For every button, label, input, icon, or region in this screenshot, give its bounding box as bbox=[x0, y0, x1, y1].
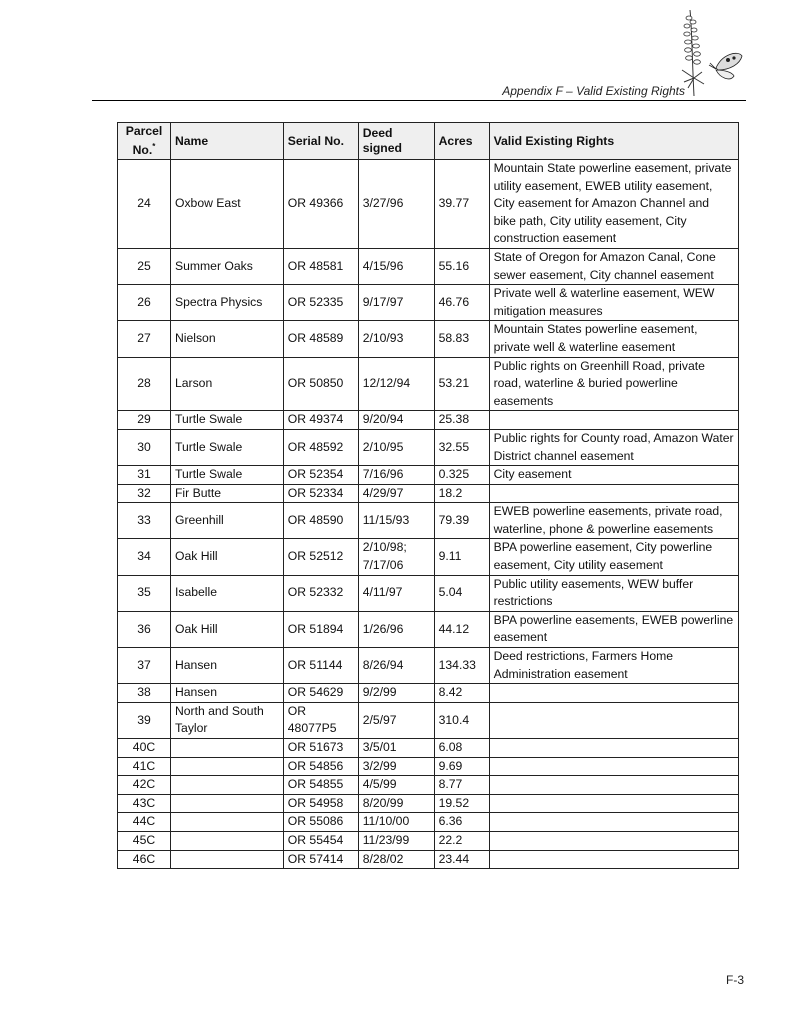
table-row bbox=[118, 850, 739, 869]
cell-acres: 134.33 bbox=[434, 648, 489, 684]
cell-deed: 11/15/93 bbox=[358, 503, 434, 539]
cell-name bbox=[170, 813, 283, 832]
cell-parcel: 39 bbox=[118, 702, 171, 738]
cell-parcel: 24 bbox=[118, 160, 171, 249]
cell-rights: Private well & waterline easement, WEW mitigation measures bbox=[489, 285, 738, 321]
valid-existing-rights-table bbox=[117, 122, 739, 869]
cell-deed: 2/10/98; 7/17/06 bbox=[358, 539, 434, 575]
col-header-name: Name bbox=[170, 123, 283, 160]
table-row bbox=[118, 285, 739, 321]
cell-rights: BPA powerline easement, City powerline easement, City utility easement bbox=[489, 539, 738, 575]
cell-deed: 12/12/94 bbox=[358, 357, 434, 411]
cell-serial: OR 52354 bbox=[283, 466, 358, 485]
cell-acres: 44.12 bbox=[434, 611, 489, 647]
table-row bbox=[118, 702, 739, 738]
header-divider bbox=[92, 100, 746, 101]
cell-parcel: 36 bbox=[118, 611, 171, 647]
cell-serial: OR 57414 bbox=[283, 850, 358, 869]
cell-name: Spectra Physics bbox=[170, 285, 283, 321]
cell-acres: 22.2 bbox=[434, 831, 489, 850]
cell-deed: 11/23/99 bbox=[358, 831, 434, 850]
cell-deed: 4/5/99 bbox=[358, 776, 434, 795]
cell-rights: State of Oregon for Amazon Canal, Cone sewer easement, City channel easement bbox=[489, 248, 738, 284]
cell-acres: 79.39 bbox=[434, 503, 489, 539]
cell-deed: 9/17/97 bbox=[358, 285, 434, 321]
table-row bbox=[118, 739, 739, 758]
cell-name: Turtle Swale bbox=[170, 429, 283, 465]
cell-parcel: 43C bbox=[118, 794, 171, 813]
cell-name: Hansen bbox=[170, 684, 283, 703]
cell-serial: OR 48592 bbox=[283, 429, 358, 465]
cell-parcel: 30 bbox=[118, 429, 171, 465]
cell-rights bbox=[489, 776, 738, 795]
cell-acres: 0.325 bbox=[434, 466, 489, 485]
cell-deed: 3/5/01 bbox=[358, 739, 434, 758]
cell-name: Oxbow East bbox=[170, 160, 283, 249]
cell-acres: 9.69 bbox=[434, 757, 489, 776]
cell-acres: 6.08 bbox=[434, 739, 489, 758]
cell-deed: 9/20/94 bbox=[358, 411, 434, 430]
cell-rights bbox=[489, 684, 738, 703]
table-row bbox=[118, 484, 739, 503]
cell-parcel: 38 bbox=[118, 684, 171, 703]
col-header-parcel: Parcel No.* bbox=[118, 123, 171, 160]
cell-serial: OR 52512 bbox=[283, 539, 358, 575]
cell-parcel: 27 bbox=[118, 321, 171, 357]
cell-serial: OR 55454 bbox=[283, 831, 358, 850]
cell-name: Larson bbox=[170, 357, 283, 411]
table-header-row bbox=[118, 123, 739, 160]
cell-serial: OR 51673 bbox=[283, 739, 358, 758]
cell-acres: 39.77 bbox=[434, 160, 489, 249]
cell-deed: 4/29/97 bbox=[358, 484, 434, 503]
cell-rights bbox=[489, 702, 738, 738]
cell-acres: 53.21 bbox=[434, 357, 489, 411]
cell-deed: 2/10/95 bbox=[358, 429, 434, 465]
cell-serial: OR 48581 bbox=[283, 248, 358, 284]
cell-deed: 4/11/97 bbox=[358, 575, 434, 611]
col-header-acres: Acres bbox=[434, 123, 489, 160]
cell-serial: OR 49366 bbox=[283, 160, 358, 249]
table-row bbox=[118, 321, 739, 357]
cell-rights bbox=[489, 484, 738, 503]
col-header-serial: Serial No. bbox=[283, 123, 358, 160]
cell-name bbox=[170, 850, 283, 869]
cell-deed: 4/15/96 bbox=[358, 248, 434, 284]
cell-acres: 25.38 bbox=[434, 411, 489, 430]
table-row bbox=[118, 357, 739, 411]
cell-deed: 9/2/99 bbox=[358, 684, 434, 703]
cell-parcel: 40C bbox=[118, 739, 171, 758]
cell-name bbox=[170, 739, 283, 758]
cell-rights: Public rights on Greenhill Road, private road, waterline & buried powerline easements bbox=[489, 357, 738, 411]
lupine-butterfly-logo bbox=[676, 8, 746, 100]
cell-parcel: 34 bbox=[118, 539, 171, 575]
cell-deed: 8/20/99 bbox=[358, 794, 434, 813]
cell-deed: 2/10/93 bbox=[358, 321, 434, 357]
cell-rights bbox=[489, 831, 738, 850]
cell-acres: 19.52 bbox=[434, 794, 489, 813]
cell-acres: 8.77 bbox=[434, 776, 489, 795]
cell-acres: 310.4 bbox=[434, 702, 489, 738]
cell-rights: Deed restrictions, Farmers Home Administration easement bbox=[489, 648, 738, 684]
cell-parcel: 31 bbox=[118, 466, 171, 485]
cell-deed: 1/26/96 bbox=[358, 611, 434, 647]
cell-parcel: 45C bbox=[118, 831, 171, 850]
cell-name: Fir Butte bbox=[170, 484, 283, 503]
table-row bbox=[118, 539, 739, 575]
table-row bbox=[118, 611, 739, 647]
cell-name: Isabelle bbox=[170, 575, 283, 611]
table-row bbox=[118, 757, 739, 776]
table-row bbox=[118, 831, 739, 850]
cell-rights: Public utility easements, WEW buffer restrictions bbox=[489, 575, 738, 611]
table-row bbox=[118, 684, 739, 703]
cell-name: Turtle Swale bbox=[170, 466, 283, 485]
cell-rights bbox=[489, 757, 738, 776]
cell-name: Greenhill bbox=[170, 503, 283, 539]
cell-deed: 7/16/96 bbox=[358, 466, 434, 485]
table-row bbox=[118, 575, 739, 611]
cell-rights: Mountain States powerline easement, private well & waterline easement bbox=[489, 321, 738, 357]
cell-acres: 55.16 bbox=[434, 248, 489, 284]
cell-serial: OR 50850 bbox=[283, 357, 358, 411]
cell-name: North and South Taylor bbox=[170, 702, 283, 738]
cell-deed: 8/26/94 bbox=[358, 648, 434, 684]
cell-rights: EWEB powerline easements, private road, waterline, phone & powerline easements bbox=[489, 503, 738, 539]
cell-rights bbox=[489, 813, 738, 832]
cell-serial: OR 51894 bbox=[283, 611, 358, 647]
cell-parcel: 46C bbox=[118, 850, 171, 869]
cell-acres: 9.11 bbox=[434, 539, 489, 575]
cell-parcel: 29 bbox=[118, 411, 171, 430]
table-row bbox=[118, 813, 739, 832]
cell-rights bbox=[489, 411, 738, 430]
cell-parcel: 25 bbox=[118, 248, 171, 284]
cell-parcel: 42C bbox=[118, 776, 171, 795]
cell-deed: 2/5/97 bbox=[358, 702, 434, 738]
table-row bbox=[118, 429, 739, 465]
cell-parcel: 35 bbox=[118, 575, 171, 611]
cell-deed: 11/10/00 bbox=[358, 813, 434, 832]
cell-rights: Public rights for County road, Amazon Water District channel easement bbox=[489, 429, 738, 465]
cell-rights bbox=[489, 850, 738, 869]
cell-parcel: 33 bbox=[118, 503, 171, 539]
cell-name: Nielson bbox=[170, 321, 283, 357]
cell-rights: BPA powerline easements, EWEB powerline easement bbox=[489, 611, 738, 647]
cell-name bbox=[170, 757, 283, 776]
appendix-title: Appendix F – Valid Existing Rights bbox=[502, 84, 685, 98]
cell-serial: OR 55086 bbox=[283, 813, 358, 832]
cell-rights: Mountain State powerline easement, private utility easement, EWEB utility easement, City easement for Amazon Channel and bike path, City utility easement, City construction easement bbox=[489, 160, 738, 249]
table-row bbox=[118, 248, 739, 284]
cell-parcel: 28 bbox=[118, 357, 171, 411]
cell-acres: 32.55 bbox=[434, 429, 489, 465]
cell-serial: OR 54629 bbox=[283, 684, 358, 703]
cell-parcel: 44C bbox=[118, 813, 171, 832]
table-row bbox=[118, 794, 739, 813]
cell-serial: OR 49374 bbox=[283, 411, 358, 430]
cell-serial: OR 52335 bbox=[283, 285, 358, 321]
cell-deed: 8/28/02 bbox=[358, 850, 434, 869]
cell-name bbox=[170, 794, 283, 813]
cell-name bbox=[170, 831, 283, 850]
cell-parcel: 26 bbox=[118, 285, 171, 321]
cell-acres: 46.76 bbox=[434, 285, 489, 321]
col-header-rights: Valid Existing Rights bbox=[489, 123, 738, 160]
page-number: F-3 bbox=[726, 973, 744, 987]
cell-acres: 8.42 bbox=[434, 684, 489, 703]
col-header-deed: Deed signed bbox=[358, 123, 434, 160]
cell-deed: 3/27/96 bbox=[358, 160, 434, 249]
cell-parcel: 41C bbox=[118, 757, 171, 776]
cell-serial: OR 52332 bbox=[283, 575, 358, 611]
cell-serial: OR 52334 bbox=[283, 484, 358, 503]
cell-serial: OR 54958 bbox=[283, 794, 358, 813]
cell-serial: OR 54855 bbox=[283, 776, 358, 795]
cell-acres: 6.36 bbox=[434, 813, 489, 832]
cell-acres: 18.2 bbox=[434, 484, 489, 503]
cell-serial: OR 51144 bbox=[283, 648, 358, 684]
cell-rights: City easement bbox=[489, 466, 738, 485]
table-row bbox=[118, 411, 739, 430]
cell-parcel: 37 bbox=[118, 648, 171, 684]
cell-name: Summer Oaks bbox=[170, 248, 283, 284]
cell-name bbox=[170, 776, 283, 795]
cell-parcel: 32 bbox=[118, 484, 171, 503]
cell-acres: 5.04 bbox=[434, 575, 489, 611]
cell-serial: OR 48589 bbox=[283, 321, 358, 357]
cell-acres: 58.83 bbox=[434, 321, 489, 357]
cell-serial: OR 54856 bbox=[283, 757, 358, 776]
table-row bbox=[118, 648, 739, 684]
cell-rights bbox=[489, 794, 738, 813]
cell-name: Turtle Swale bbox=[170, 411, 283, 430]
cell-name: Oak Hill bbox=[170, 539, 283, 575]
cell-serial: OR 48077P5 bbox=[283, 702, 358, 738]
table-row bbox=[118, 466, 739, 485]
cell-name: Hansen bbox=[170, 648, 283, 684]
table-row bbox=[118, 503, 739, 539]
cell-name: Oak Hill bbox=[170, 611, 283, 647]
cell-serial: OR 48590 bbox=[283, 503, 358, 539]
cell-rights bbox=[489, 739, 738, 758]
table-row bbox=[118, 776, 739, 795]
table-row bbox=[118, 160, 739, 249]
cell-acres: 23.44 bbox=[434, 850, 489, 869]
cell-deed: 3/2/99 bbox=[358, 757, 434, 776]
